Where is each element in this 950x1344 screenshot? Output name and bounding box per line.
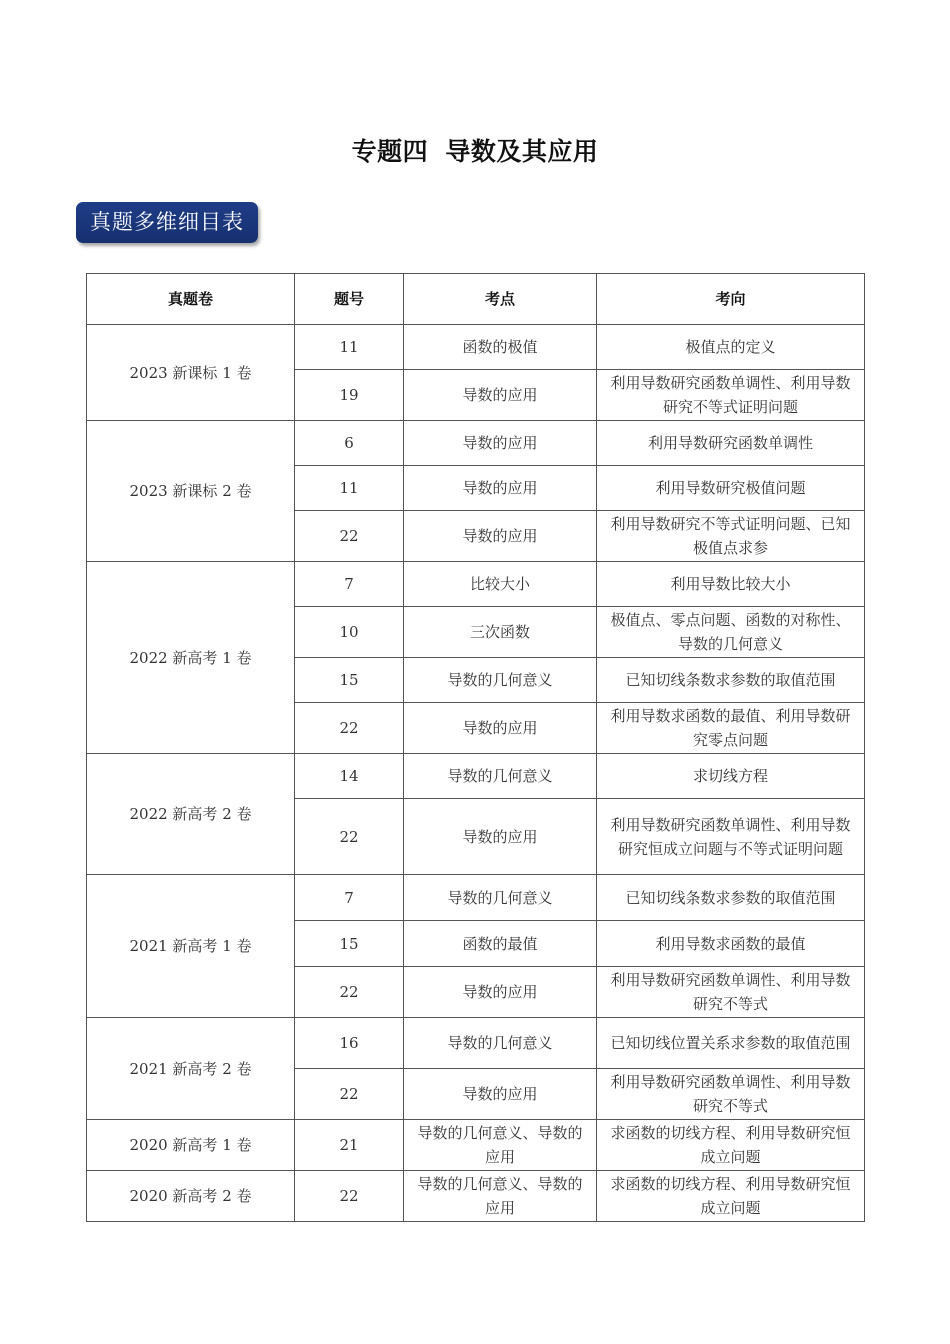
header-number: 题号 [295,274,404,325]
exam-point: 比较大小 [404,562,597,607]
page-title: 专题四 导数及其应用 [351,137,599,166]
exam-point: 导数的几何意义 [404,754,597,799]
table-row [87,875,865,921]
question-number: 15 [295,921,404,967]
exam-point: 导数的几何意义、导数的应用 [404,1120,597,1171]
question-number: 15 [295,658,404,703]
exam-point: 导数的应用 [404,703,597,754]
question-number: 11 [295,466,404,511]
paper-cell: 2020 新高考 2 卷 [87,1171,295,1222]
question-number: 16 [295,1018,404,1069]
table-header-row [87,274,865,325]
question-number: 22 [295,799,404,875]
exam-direction: 已知切线条数求参数的取值范围 [597,658,865,703]
exam-direction: 利用导数比较大小 [597,562,865,607]
paper-cell: 2023 新课标 2 卷 [87,421,295,562]
exam-point: 函数的最值 [404,921,597,967]
table-row [87,754,865,799]
exam-point: 导数的应用 [404,466,597,511]
exam-point: 导数的几何意义 [404,658,597,703]
exam-direction: 利用导数研究函数单调性、利用导数研究不等式 [597,967,865,1018]
question-number: 7 [295,875,404,921]
exam-direction: 极值点的定义 [597,325,865,370]
exam-direction: 求切线方程 [597,754,865,799]
exam-table [86,273,865,1222]
question-number: 7 [295,562,404,607]
question-number: 22 [295,703,404,754]
exam-point: 导数的应用 [404,799,597,875]
exam-direction: 利用导数研究函数单调性、利用导数研究不等式 [597,1069,865,1120]
exam-point: 导数的几何意义、导数的应用 [404,1171,597,1222]
exam-direction: 极值点、零点问题、函数的对称性、导数的几何意义 [597,607,865,658]
exam-direction: 利用导数研究函数单调性 [597,421,865,466]
table-row [87,325,865,370]
paper-cell: 2022 新高考 2 卷 [87,754,295,875]
header-direction: 考向 [597,274,865,325]
exam-point: 导数的几何意义 [404,1018,597,1069]
paper-cell: 2021 新高考 2 卷 [87,1018,295,1120]
table-row [87,1120,865,1171]
exam-point: 导数的应用 [404,370,597,421]
table-row [87,562,865,607]
paper-cell: 2022 新高考 1 卷 [87,562,295,754]
exam-point: 导数的应用 [404,421,597,466]
header-paper: 真题卷 [87,274,295,325]
exam-point: 函数的极值 [404,325,597,370]
exam-direction: 已知切线位置关系求参数的取值范围 [597,1018,865,1069]
paper-cell: 2023 新课标 1 卷 [87,325,295,421]
section-label: 真题多维细目表 [76,202,258,243]
header-point: 考点 [404,274,597,325]
question-number: 22 [295,967,404,1018]
question-number: 6 [295,421,404,466]
exam-point: 三次函数 [404,607,597,658]
question-number: 10 [295,607,404,658]
exam-direction: 已知切线条数求参数的取值范围 [597,875,865,921]
question-number: 14 [295,754,404,799]
exam-direction: 求函数的切线方程、利用导数研究恒成立问题 [597,1120,865,1171]
exam-point: 导数的应用 [404,511,597,562]
question-number: 11 [295,325,404,370]
question-number: 22 [295,1171,404,1222]
question-number: 22 [295,1069,404,1120]
exam-direction: 利用导数研究极值问题 [597,466,865,511]
question-number: 19 [295,370,404,421]
paper-cell: 2020 新高考 1 卷 [87,1120,295,1171]
exam-direction: 求函数的切线方程、利用导数研究恒成立问题 [597,1171,865,1222]
exam-direction: 利用导数研究不等式证明问题、已知极值点求参 [597,511,865,562]
paper-cell: 2021 新高考 1 卷 [87,875,295,1018]
table-row [87,421,865,466]
question-number: 21 [295,1120,404,1171]
exam-direction: 利用导数研究函数单调性、利用导数研究不等式证明问题 [597,370,865,421]
question-number: 22 [295,511,404,562]
exam-point: 导数的应用 [404,967,597,1018]
table-row [87,1171,865,1222]
exam-direction: 利用导数求函数的最值 [597,921,865,967]
exam-point: 导数的应用 [404,1069,597,1120]
table-row [87,1018,865,1069]
exam-direction: 利用导数求函数的最值、利用导数研究零点问题 [597,703,865,754]
exam-direction: 利用导数研究函数单调性、利用导数研究恒成立问题与不等式证明问题 [597,799,865,875]
exam-point: 导数的几何意义 [404,875,597,921]
